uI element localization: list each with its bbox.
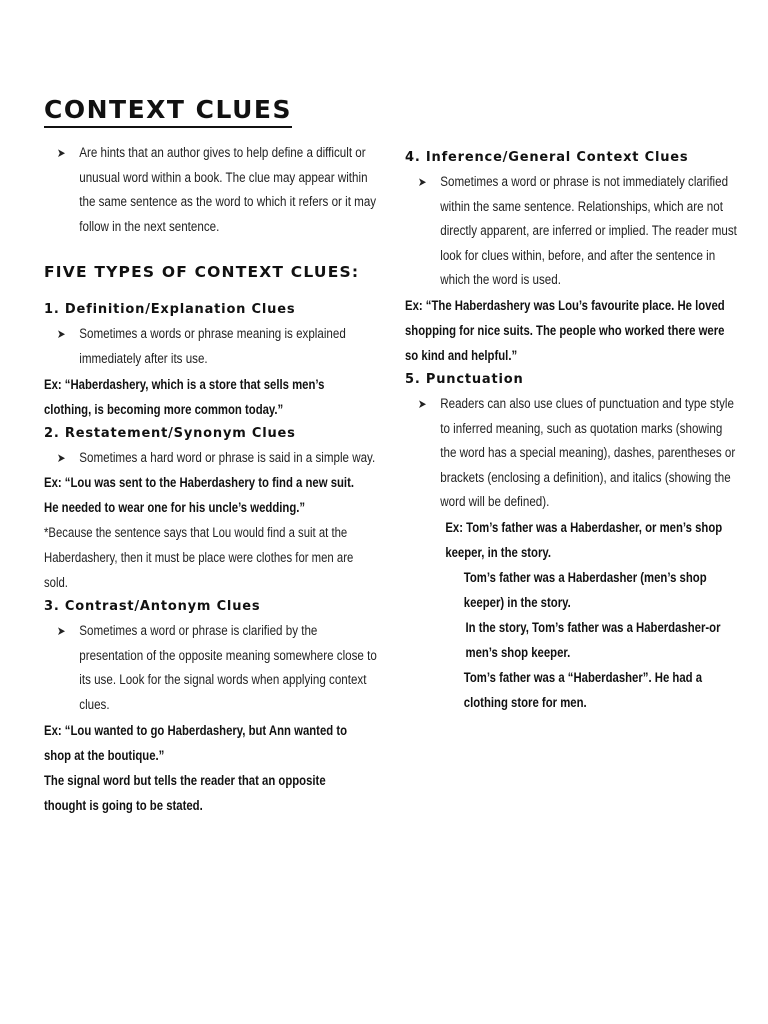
punctuation-bullet-text: Readers can also use clues of punctuation and type style to inferred meaning, such as quotation marks (showing the word has a special meaning), dashes, parentheses or brackets (enclosing a definition), and italics (showing the word will be defined).	[440, 395, 736, 510]
definition-example: Ex: “Haberdashery, which is a store that sells men’s clothing, is becoming more common today.”	[44, 376, 325, 417]
page-title: CONTEXT CLUES	[44, 95, 292, 128]
arrow-bullet-icon: ➤	[417, 175, 427, 189]
restatement-bullet-text: Sometimes a hard word or phrase is said in a simple way.	[79, 449, 376, 465]
inference-bullet	[405, 170, 741, 293]
punctuation-example-line: Tom’s father was a “Haberdasher”. He had a clothing store for men.	[463, 669, 703, 710]
punctuation-example-line: In the story, Tom’s father was a Haberdasher-or men’s shop keeper.	[465, 619, 721, 660]
inference-example: Ex: “The Haberdashery was Lou’s favourite place. He loved shopping for nice suits. The people who worked there were so kind and helpful.”	[405, 297, 725, 363]
restatement-heading: 2. Restatement/Synonym Clues	[44, 425, 296, 441]
contrast-example: Ex: “Lou wanted to go Haberdashery, but Ann wanted to shop at the boutique.”	[44, 722, 348, 763]
definition-heading: 1. Definition/Explanation Clues	[44, 302, 296, 318]
left-column	[44, 95, 377, 818]
restatement-note: *Because the sentence says that Lou would find a suit at the Haberdashery, then it must be place were clothes for men are sold.	[44, 525, 354, 591]
punctuation-bullet	[405, 392, 741, 515]
section-subtitle: FIVE TYPES OF CONTEXT CLUES:	[44, 263, 360, 282]
right-column	[405, 146, 737, 715]
punctuation-example-line: Tom’s father was a Haberdasher (men’s shop keeper) in the story.	[463, 569, 707, 610]
contrast-note: The signal word but tells the reader that an opposite thought is going to be stated.	[44, 772, 326, 813]
definition-bullet	[44, 322, 380, 371]
arrow-bullet-icon: ➤	[56, 327, 66, 342]
arrow-bullet-icon: ➤	[56, 146, 66, 160]
punctuation-heading: 5. Punctuation	[405, 371, 524, 387]
restatement-bullet	[44, 446, 380, 471]
inference-heading: 4. Inference/General Context Clues	[405, 150, 689, 165]
arrow-bullet-icon: ➤	[56, 450, 66, 465]
contrast-heading: 3. Contrast/Antonym Clues	[44, 599, 261, 615]
arrow-bullet-icon: ➤	[417, 396, 427, 411]
punctuation-example	[405, 515, 729, 715]
intro-text: Are hints that an author gives to help define a difficult or unusual word within a book. The clue may appear within the same sentence as the word to which it refers or it may follow in the next sentence.	[79, 145, 377, 234]
contrast-bullet-text: Sometimes a word or phrase is clarified by the presentation of the opposite meaning somewhere close to its use. Look for the signal words when applying context clues.	[79, 623, 377, 712]
contrast-bullet	[44, 619, 380, 717]
inference-bullet-text: Sometimes a word or phrase is not immediately clarified within the same sentence. Relationships, which are not directly apparent, are inferred or implied. The reader must look for clues within, before, and after the sentence in which the word is used.	[440, 174, 737, 288]
punctuation-example-line: Ex: Tom’s father was a Haberdasher, or men’s shop keeper, in the story.	[445, 519, 723, 560]
definition-bullet-text: Sometimes a words or phrase meaning is explained immediately after its use.	[79, 326, 346, 366]
restatement-example: Ex: “Lou was sent to the Haberdashery to find a new suit. He needed to wear one for his uncle’s wedding.”	[44, 475, 355, 516]
arrow-bullet-icon: ➤	[56, 624, 66, 639]
intro-bullet	[44, 141, 380, 239]
